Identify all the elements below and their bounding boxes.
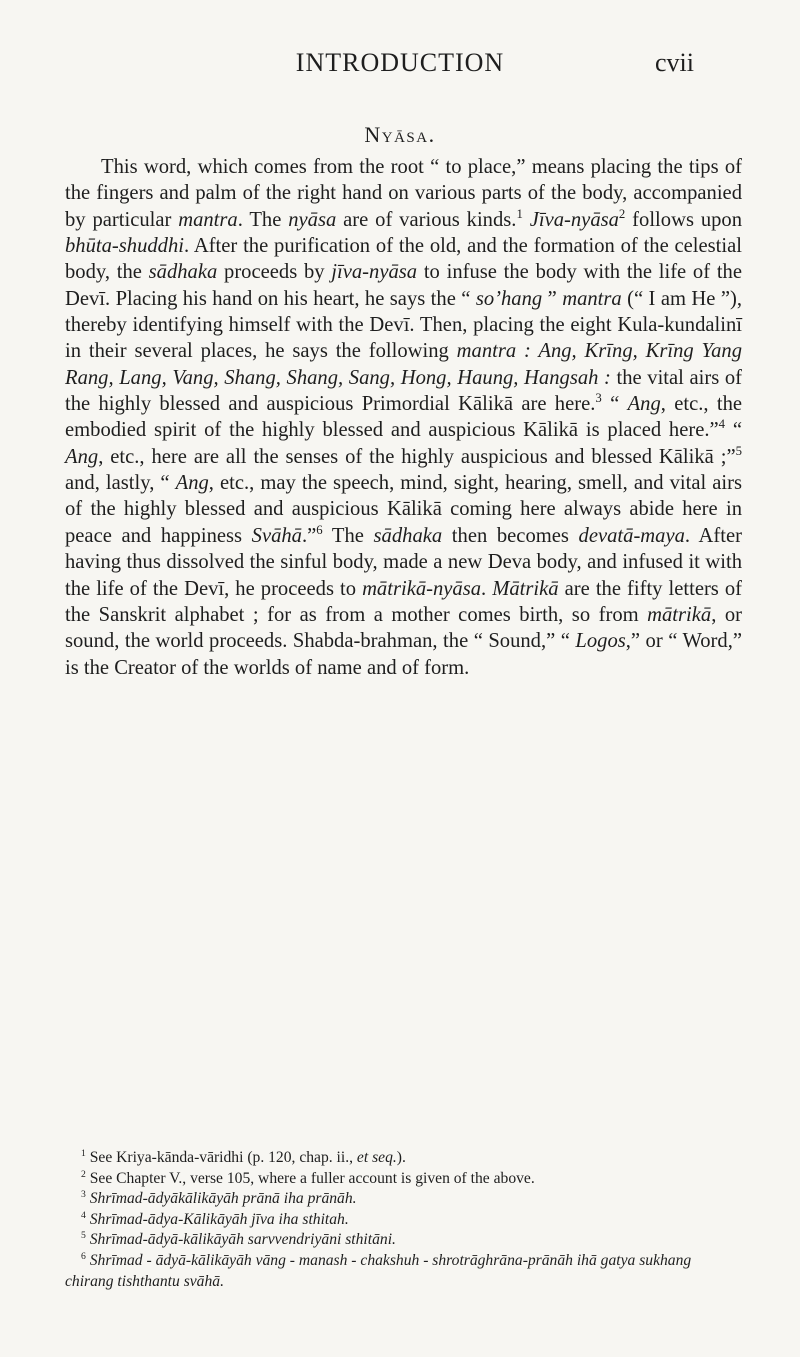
body-text: [65, 154, 742, 681]
italic-text: mātrikā: [647, 603, 712, 626]
text-run: , etc., here are all the senses of the highly auspicious and blessed Kālikā ;”: [98, 445, 736, 468]
text-run: ,” or “ Word,” is the Creator of the worlds of name and of form.: [65, 630, 742, 679]
italic-text: Ang: [65, 445, 99, 468]
footnote: [65, 1230, 742, 1251]
text-run: , or sound, the world proceeds. Shabda-brahman, the “ Sound,” “: [65, 603, 742, 653]
italic-text: Jīva-nyāsa: [529, 208, 619, 231]
footnote-ref: 1: [516, 206, 523, 221]
footnote-ref: 5: [735, 443, 742, 458]
footnote-ref: 6: [316, 522, 323, 537]
text-run: See Kriya-kānda-vāridhi (p. 120, chap. ii.,: [89, 1149, 357, 1166]
text-run: , etc., may the speech, mind, sight, hearing, smell, and vital airs of the highly blessed and auspicious Kālikā coming here always abide here in peace and happiness: [65, 472, 742, 547]
italic-text: Svāhā: [251, 524, 302, 547]
text-run: .: [481, 577, 493, 600]
footnote: [65, 1148, 742, 1169]
italic-text: devatā-maya: [578, 524, 685, 547]
text-run: then becomes: [442, 524, 579, 547]
text-run: ).: [396, 1149, 406, 1166]
text-run: . The: [237, 208, 289, 231]
italic-text: so’hang: [475, 287, 543, 310]
italic-text: Logos: [575, 630, 626, 653]
footnote: [65, 1169, 742, 1190]
running-title: INTRODUCTION: [295, 48, 505, 77]
italic-text: et seq.: [356, 1149, 397, 1166]
text-run: See Chapter V., verse 105, where a fuller account is given of the above.: [89, 1169, 535, 1187]
text-run: The: [322, 524, 374, 547]
footnote: [65, 1251, 742, 1292]
italic-text: Shrīmad-ādyā-kālikāyāh sarvvendriyāni sthitāni.: [89, 1231, 396, 1249]
italic-text: mātrikā-nyāsa: [362, 577, 482, 600]
text-run: [523, 209, 530, 231]
italic-text: sādhaka: [373, 524, 443, 547]
text-run: are of various kinds.: [336, 208, 517, 231]
italic-text: bhūta-shuddhi: [65, 235, 184, 258]
footnote-ref: 3: [595, 391, 602, 406]
footnote: [65, 1210, 742, 1231]
text-run: , etc., the embodied spirit of the highly blessed and auspicious Kālikā is placed here.”: [65, 393, 743, 442]
body-paragraph: [65, 154, 742, 681]
text-run: “: [725, 419, 743, 442]
italic-text: mantra : Ang, Krīng, Krīng Yang Rang, Lang, Vang, Shang, Shang, Sang, Hong, Haung, Hangsah :: [65, 340, 742, 389]
footnote-number: 3: [81, 1189, 86, 1200]
footnote-ref: 4: [718, 417, 726, 432]
section-heading: Nyāsa.: [364, 122, 436, 147]
text-run: .”: [301, 524, 317, 547]
italic-text: Shrīmad - ādyā-kālikāyāh vāng - manash - chakshuh - shrotrāghrāna-prānāh ihā gatya sukhang chirang tishthantu svāhā.: [65, 1251, 692, 1290]
italic-text: nyāsa: [288, 208, 337, 231]
text-run: the vital airs of the highly blessed and auspicious Primordial Kālikā are here.: [65, 366, 743, 416]
italic-text: Ang: [627, 393, 661, 416]
footnote-number: 1: [81, 1147, 86, 1159]
text-run: “: [601, 393, 628, 416]
page-number: cvii: [655, 48, 694, 77]
footnote-number: 6: [81, 1250, 86, 1262]
text-run: . After having thus dissolved the sinful body, made a new Deva body, and infused it with the life of the Devī, he proceeds to: [65, 524, 742, 600]
text-run: ”: [542, 287, 563, 310]
footnote-ref: 2: [618, 206, 626, 221]
text-run: and, lastly, “: [65, 472, 176, 495]
text-run: to infuse the body with the life of the Devī. Placing his hand on his heart, he says the “: [65, 261, 742, 310]
footnote-number: 2: [81, 1168, 86, 1180]
italic-text: mantra: [178, 208, 238, 231]
text-run: This word, which comes from the root “ to place,” means placing the tips of the fingers and palm of the right hand on various parts of the body, accompanied by particular: [65, 156, 742, 231]
text-run: proceeds by: [217, 261, 332, 284]
text-run: are the fifty letters of the Sanskrit alphabet ; for as from a mother comes birth, so from: [65, 577, 743, 626]
text-run: (“ I am He ”), thereby identifying himself with the Devī. Then, placing the eight Kula-kundalinī in their several places, he says the following: [65, 287, 743, 363]
text-run: follows upon: [625, 208, 743, 231]
footnote-number: 4: [81, 1209, 86, 1221]
running-head: [0, 48, 800, 88]
italic-text: jīva-nyāsa: [331, 261, 418, 284]
italic-text: mantra: [562, 287, 622, 310]
italic-text: Mātrikā: [492, 577, 559, 600]
italic-text: Shrīmad-ādyākālikāyāh prānā iha prānāh.: [89, 1190, 357, 1208]
text-run: . After the purification of the old, and the formation of the celestial body, the: [65, 235, 742, 284]
italic-text: Shrīmad-ādya-Kālikāyāh jīva iha sthitah.: [89, 1210, 349, 1228]
footnotes: [65, 1148, 742, 1292]
footnote: [65, 1189, 742, 1210]
italic-text: Ang: [175, 472, 209, 495]
footnote-number: 5: [81, 1230, 86, 1242]
italic-text: sādhaka: [148, 261, 218, 284]
